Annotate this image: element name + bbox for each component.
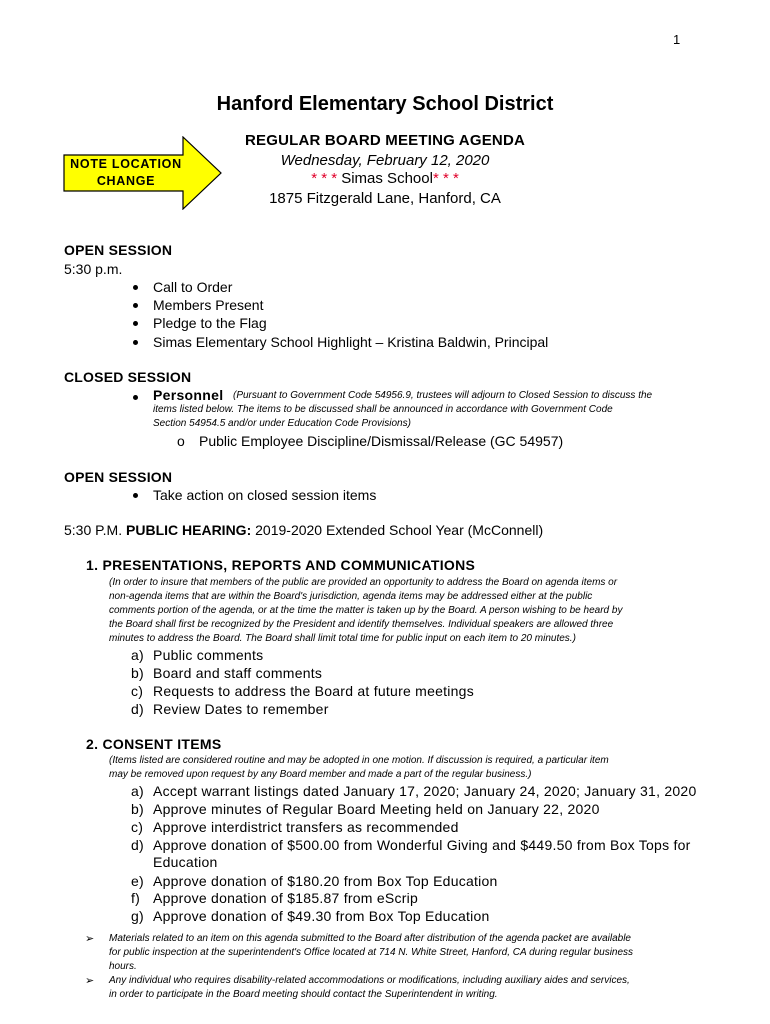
section-1-heading: 1. PRESENTATIONS, REPORTS AND COMMUNICATIONS [86,557,476,573]
bullet-icon [133,285,138,290]
personnel-note-line: items listed below. The items to be discussed shall be announced in accordance with Government Code [153,404,613,415]
item-label: c) [131,683,144,699]
list-item: Pledge to the Flag [153,315,267,331]
open-session-heading: OPEN SESSION [64,242,173,258]
stars-right: * * * [432,170,459,187]
list-item: Accept warrant listings dated January 17, 2020; January 24, 2020; January 31, 2020 [153,783,697,799]
item-label: g) [131,908,144,924]
note-line: (Items listed are considered routine and may be adopted in one motion. If discussion is required, a particular item [109,755,609,766]
sub-bullet-icon: o [177,433,185,449]
footer-note-line: Materials related to an item on this agenda submitted to the Board after distribution of the agenda packet are available [109,933,631,944]
page-number: 1 [673,32,681,47]
list-item: Public comments [153,647,264,663]
list-item: Call to Order [153,279,233,295]
item-label: a) [131,647,144,663]
bullet-icon [133,340,138,345]
arrowhead-bullet-icon: ➢ [85,933,95,945]
item-label: c) [131,819,144,835]
list-item: Members Present [153,297,264,313]
item-label: d) [131,701,144,717]
agenda-title: REGULAR BOARD MEETING AGENDA [244,132,526,149]
district-title: Hanford Elementary School District [216,93,554,115]
note-line: minutes to address the Board. The Board shall limit total time for public input on each item to 20 minutes.) [109,633,576,644]
list-item: Approve donation of $500.00 from Wonderful Giving and $449.50 from Box Tops for [153,837,691,853]
note-line-1: NOTE LOCATION [70,157,182,171]
list-item: Approve interdistrict transfers as recommended [153,819,459,835]
bullet-icon [133,321,138,326]
meeting-location [200,170,570,187]
list-item: Simas Elementary School Highlight – Kristina Baldwin, Principal [153,334,549,350]
bullet-icon [133,303,138,308]
closed-session-sub-item: Public Employee Discipline/Dismissal/Release (GC 54957) [199,433,564,449]
public-hearing-line [64,522,543,538]
public-hearing-time: 5:30 P.M. [64,522,123,538]
list-item: Board and staff comments [153,665,323,681]
list-item-continued: Education [153,854,218,870]
personnel-note-line: (Pursuant to Government Code 54956.9, trustees will adjourn to Closed Session to discuss the [233,390,653,401]
list-item: Approve minutes of Regular Board Meeting held on January 22, 2020 [153,801,600,817]
note-line: (In order to insure that members of the public are provided an opportunity to address the Board on agenda items or [109,577,618,588]
list-item: Review Dates to remember [153,701,329,717]
list-item: Requests to address the Board at future meetings [153,683,474,699]
list-item: Approve donation of $180.20 from Box Top Education [153,873,498,889]
note-line: non-agenda items that are within the Board's jurisdiction, agenda items may be addressed either at the public [109,591,593,602]
open-session-2-heading: OPEN SESSION [64,469,173,485]
meeting-date: Wednesday, February 12, 2020 [280,152,490,169]
public-hearing-label: PUBLIC HEARING: [126,522,252,538]
footer-note-line: Any individual who requires disability-related accommodations or modifications, including auxiliary aides and services, [109,975,630,986]
list-item: Approve donation of $185.87 from eScrip [153,890,419,906]
section-2-heading: 2. CONSENT ITEMS [86,736,222,752]
arrowhead-bullet-icon: ➢ [85,975,95,987]
note-line: may be removed upon request by any Board member and made a part of the regular business.) [109,769,532,780]
meeting-address: 1875 Fitzgerald Lane, Hanford, CA [269,190,501,207]
item-label: e) [131,873,144,889]
item-label: f) [131,890,141,906]
list-item: Approve donation of $49.30 from Box Top Education [153,908,490,924]
footer-note-line: hours. [109,961,137,972]
note-line: the Board shall first be recognized by the President and identify themselves. Individual speakers are allowed three [109,619,614,630]
bullet-icon [133,493,138,498]
item-label: d) [131,837,144,853]
item-label: b) [131,665,144,681]
note-location-label [64,156,188,190]
personnel-note-line: Section 54954.5 and/or under Education Code Provisions) [153,418,411,429]
note-line: comments portion of the agenda, or at the time the matter is taken up by the Board. A person wishing to be heard by [109,605,623,616]
footer-note-line: in order to participate in the Board meeting should contact the Superintendent in writing. [109,989,498,1000]
note-line-2: CHANGE [96,174,156,188]
public-hearing-text: 2019-2020 Extended School Year (McConnell) [255,522,544,538]
item-label: b) [131,801,144,817]
item-label: a) [131,783,144,799]
open-session-time: 5:30 p.m. [64,261,123,277]
footer-note-line: for public inspection at the superintendent's Office located at 714 N. White Street, Hanford, CA during regular business [109,947,634,958]
personnel-label: Personnel [153,387,224,403]
list-item: Take action on closed session items [153,487,377,503]
stars-left: * * * [311,170,338,187]
closed-session-heading: CLOSED SESSION [64,369,192,385]
bullet-icon [133,395,138,400]
school-name: Simas School [341,170,433,187]
